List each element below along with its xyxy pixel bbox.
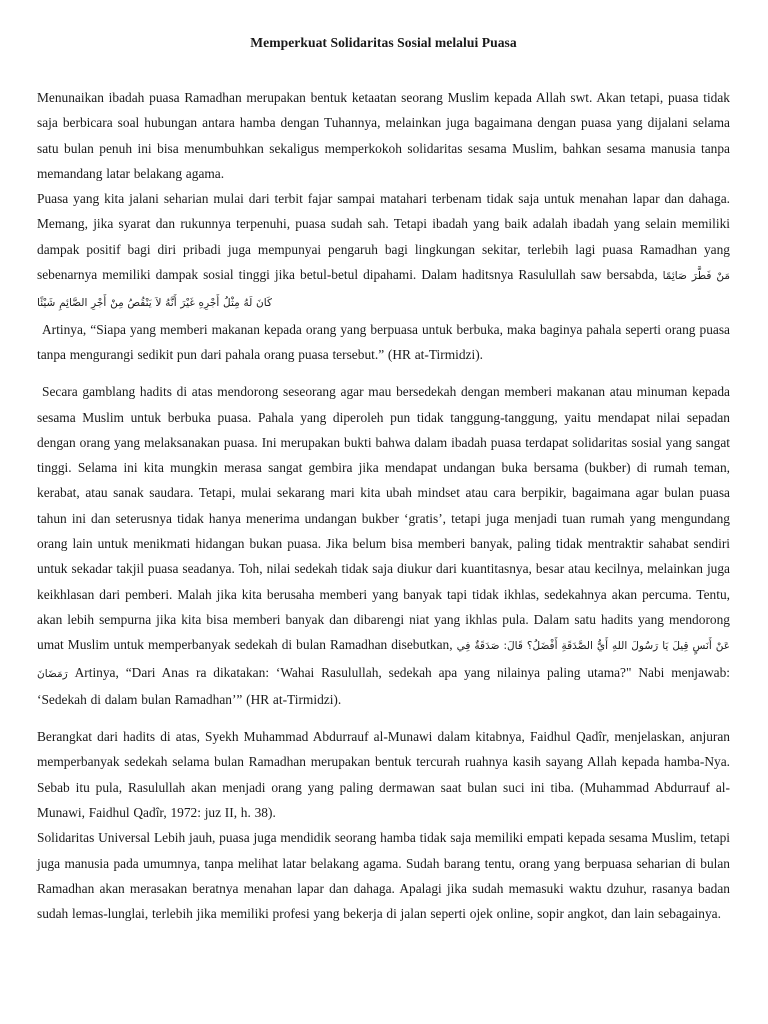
- paragraph-text: Secara gamblang hadits di atas mendorong seseorang agar mau bersedekah dengan memberi makanan atau minuman kepada sesama Muslim untuk berbuka puasa. Pahala yang diperoleh pun tidak tanggung-tanggung, yaitu mendapat nilai sepadan dengan orang yang melaksanakan puasa. Ini merupakan bukti bahwa dalam ibadah puasa terdapat solidaritas sosial yang sangat tinggi. Selama ini kita mungkin merasa sangat gembira jika mendapat undangan buka bersama (bukber) di rumah teman, kerabat, atau sanak saudara. Tetapi, mulai sekarang mari kita ubah mindset atau cara berpikir, bagaimana agar bulan puasa tahun ini dan seterusnya tidak hanya menerima undangan bukber ‘gratis’, tetapi juga menjadi tuan rumah yang mengundang orang lain untuk menikmati hidangan bukan puasa. Jika belum bisa memberi banyak, paling tidak mentraktir sahabat sendiri untuk sekadar takjil puasa seadanya. Toh, nilai sedekah tidak saja diukur dari kuantitasnya, besar atau kecilnya, melainkan juga keikhlasan dari pemberi. Malah jika kita berusaha memberi yang banyak tapi tidak ikhlas, sedekahnya akan percuma. Tentu, akan lebih sempurna jika kita bisa memberi banyak dan dibarengi niat yang ikhlas pula. Dalam satu hadits yang mendorong umat Muslim untuk memperbanyak sedekah di bulan Ramadhan disebutkan,: [37, 384, 730, 653]
- paragraph-hadith-translation: Artinya, “Siapa yang memberi makanan kepada orang yang berpuasa untuk berbuka, maka baginya pahala seperti orang puasa tanpa mengurangi sedikit pun dari pahala orang puasa tersebut.” (HR at-Tirmidzi).: [37, 321, 730, 362]
- paragraph-sedekah: [37, 379, 730, 712]
- paragraph-text: Puasa yang kita jalani seharian mulai dari terbit fajar sampai matahari terbenam tidak saja untuk menahan lapar dan dahaga. Memang, jika syarat dan rukunnya terpenuhi, puasa sudah sah. Tetapi ibadah yang baik adalah ibadah yang selain memiliki dampak positif bagi diri pribadi juga mempunyai pengaruh bagi lingkungan sekitar, terlebih lagi puasa Ramadhan yang sebenarnya memiliki dampak sosial tinggi jika betul-betul dipahami. Dalam haditsnya Rasulullah saw bersabda,: [37, 191, 730, 283]
- document-title: Memperkuat Solidaritas Sosial melalui Puasa: [250, 35, 517, 50]
- paragraph-fasting-hadith: [37, 186, 730, 316]
- paragraph-intro: Menunaikan ibadah puasa Ramadhan merupakan bentuk ketaatan seorang Muslim kepada Allah swt. Akan tetapi, puasa tidak saja berbicara soal hubungan antara hamba dengan Tuhannya, melainkan juga bagaimana dengan puasa yang dijalani selama satu bulan penuh ini bisa menumbuhkan sekaligus memperkokoh solidaritas sesama Muslim, bahkan sesama manusia tanpa memandang latar belakang agama.: [37, 90, 730, 181]
- paragraph-munawi: Berangkat dari hadits di atas, Syekh Muhammad Abdurrauf al-Munawi dalam kitabnya, Faidhul Qadîr, menjelaskan, anjuran memperbanyak sedekah selama bulan Ramadhan merupakan bentuk tercurah ruahnya kasih sayang Allah kepada hamba-Nya. Sebab itu pula, Rasulullah akan menjadi orang yang paling dermawan saat bulan suci ini tiba. (Muhammad Abdurrauf al-Munawi, Faidhul Qadîr, 1972: juz II, h. 38).: [37, 729, 730, 821]
- arabic-hadith-text: عَنْ أَنَسٍ قِيلَ يَا رَسُولَ اللهِ أَيُّ الصَّدَقَةِ أَفْضَلُ؟ قَالَ: صَدَقَةٌ فِي رَمَضَانَ: [37, 640, 731, 680]
- arabic-hadith-text: مَنْ فَطَّرَ صَائِمًا كَانَ لَهُ مِثْلُ أَجْرِهِ غَيْرَ أَنَّهُ لاَ يَنْقُصُ مِنْ أَجْرِ الصَّائِمِ شَيْئًا: [37, 270, 731, 310]
- paragraph-text: Artinya, “Dari Anas ra dikatakan: ‘Wahai Rasulullah, sedekah apa yang nilainya paling utama?" Nabi menjawab: ‘Sedekah di dalam bulan Ramadhan’” (HR at-Tirmidzi).: [37, 664, 730, 707]
- paragraph-universal-solidarity: Solidaritas Universal Lebih jauh, puasa juga mendidik seorang hamba tidak saja memiliki empati kepada sesama Muslim, tetapi juga manusia pada umumnya, tanpa melihat latar belakang agama. Sudah barang tentu, orang yang berpuasa seharian di bulan Ramadhan akan merasakan beratnya menahan lapar dan dahaga. Apalagi jika sudah memasuki waktu dzuhur, rasanya badan sudah lemas-lunglai, terlebih jika memiliki profesi yang bekerja di jalan seperti ojek online, sopir angkot, dan lain sebagainya.: [37, 830, 730, 922]
